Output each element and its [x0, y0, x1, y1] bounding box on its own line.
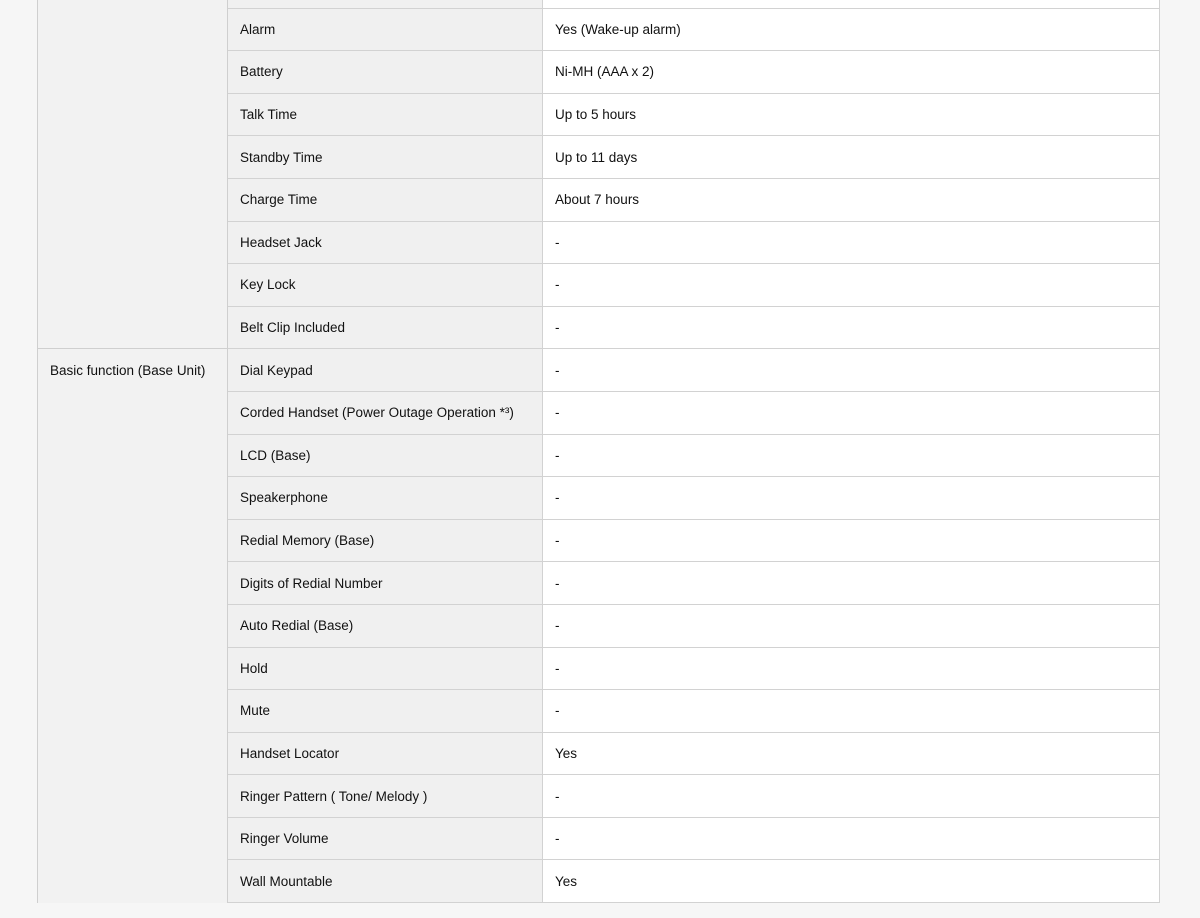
spec-value: Up to 11 days [543, 136, 1160, 179]
spec-value: - [543, 477, 1160, 520]
spec-label: Digits of Redial Number [228, 562, 543, 605]
spec-value: - [543, 349, 1160, 392]
spec-value: - [543, 817, 1160, 860]
spec-value: Yes (Wake-up alarm) [543, 8, 1160, 51]
spec-value: Up to 5 hours [543, 93, 1160, 136]
spec-label: Dial Keypad [228, 349, 543, 392]
table-row [38, 0, 1160, 8]
spec-label: Mute [228, 690, 543, 733]
spec-label: Corded Handset (Power Outage Operation *³) [228, 391, 543, 434]
spec-value: - [543, 604, 1160, 647]
spec-value: - [543, 264, 1160, 307]
spec-label: Handset Locator [228, 732, 543, 775]
spec-value: - [543, 690, 1160, 733]
spec-label: Wall Mountable [228, 860, 543, 903]
spec-label: Talk Time [228, 93, 543, 136]
spec-label [228, 0, 543, 8]
spec-value: - [543, 434, 1160, 477]
spec-label: Ringer Volume [228, 817, 543, 860]
group-cell-previous [38, 0, 228, 349]
spec-value: - [543, 562, 1160, 605]
spec-label: Alarm [228, 8, 543, 51]
spec-label: Hold [228, 647, 543, 690]
spec-value: Yes [543, 732, 1160, 775]
spec-value: - [543, 519, 1160, 562]
spec-value: - [543, 775, 1160, 818]
spec-label: Auto Redial (Base) [228, 604, 543, 647]
spec-label: Charge Time [228, 178, 543, 221]
spec-value [543, 0, 1160, 8]
spec-value: - [543, 391, 1160, 434]
spec-label: Redial Memory (Base) [228, 519, 543, 562]
spec-label: Ringer Pattern ( Tone/ Melody ) [228, 775, 543, 818]
spec-label: Speakerphone [228, 477, 543, 520]
spec-label: Key Lock [228, 264, 543, 307]
spec-value: - [543, 221, 1160, 264]
table-row [38, 349, 1160, 392]
spec-label: Battery [228, 51, 543, 94]
spec-value: - [543, 647, 1160, 690]
spec-value: - [543, 306, 1160, 349]
spec-label: Standby Time [228, 136, 543, 179]
spec-label: Belt Clip Included [228, 306, 543, 349]
spec-table [37, 0, 1160, 903]
spec-value: About 7 hours [543, 178, 1160, 221]
group-cell-base-unit: Basic function (Base Unit) [38, 349, 228, 903]
spec-label: LCD (Base) [228, 434, 543, 477]
spec-label: Headset Jack [228, 221, 543, 264]
spec-value: Yes [543, 860, 1160, 903]
spec-value: Ni-MH (AAA x 2) [543, 51, 1160, 94]
